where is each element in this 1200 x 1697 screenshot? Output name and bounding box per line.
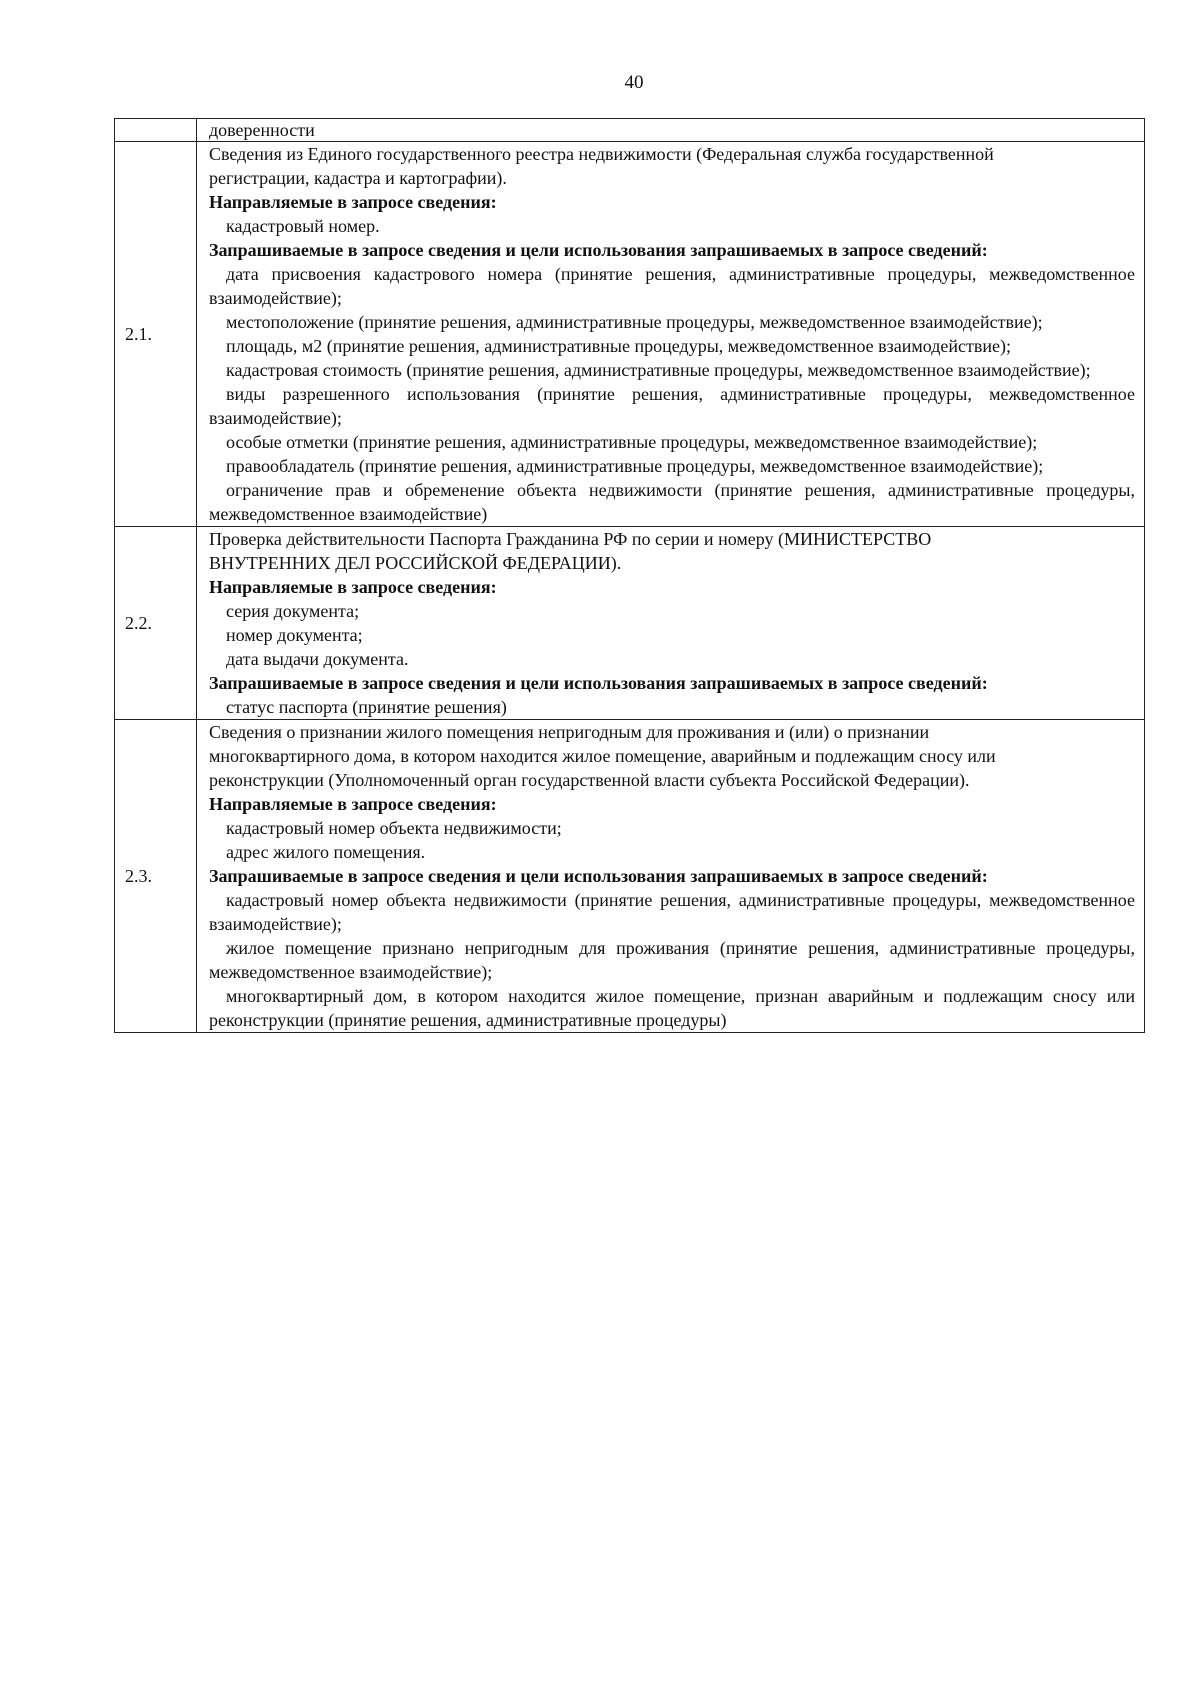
- service-intro-line: регистрации, кадастра и картографии).: [209, 168, 507, 188]
- sent-data-item: дата выдачи документа.: [226, 649, 409, 669]
- requested-data-item: жилое помещение признано непригодным для проживания (принятие решения, административные процедуры, межведомственное взаимодействие);: [209, 938, 1135, 982]
- row-number-cell: 2.1.: [115, 142, 197, 527]
- requested-data-item: виды разрешенного использования (принятие решения, административные процедуры, межведомственное взаимодействие);: [209, 384, 1135, 428]
- service-intro-line: Сведения о признании жилого помещения непригодным для проживания и (или) о признании: [209, 722, 930, 742]
- service-intro-line: реконструкции (Уполномоченный орган государственной власти субъекта Российской Федерации).: [209, 770, 970, 790]
- table-row: [115, 527, 1145, 720]
- requested-data-heading: Запрашиваемые в запросе сведения и цели использования запрашиваемых в запросе сведений:: [209, 240, 988, 260]
- requested-data-item: особые отметки (принятие решения, административные процедуры, межведомственное взаимодействие);: [226, 432, 1038, 452]
- requested-data-item: местоположение (принятие решения, административные процедуры, межведомственное взаимодействие);: [226, 312, 1043, 332]
- requested-data-item: кадастровый номер объекта недвижимости (принятие решения, административные процедуры, межведомственное взаимодействие);: [209, 890, 1135, 934]
- requested-data-item: правообладатель (принятие решения, административные процедуры, межведомственное взаимодействие);: [226, 456, 1044, 476]
- service-intro-line: многоквартирного дома, в котором находится жилое помещение, аварийным и подлежащим сносу или: [209, 746, 996, 766]
- sent-data-item: кадастровый номер объекта недвижимости;: [226, 818, 562, 838]
- continuation-text: доверенности: [209, 120, 315, 140]
- requested-data-item: площадь, м2 (принятие решения, административные процедуры, межведомственное взаимодействие);: [226, 336, 1012, 356]
- requested-data-item: многоквартирный дом, в котором находится жилое помещение, признан аварийным и подлежащим сносу или реконструкции (принятие решения, административные процедуры): [209, 986, 1135, 1030]
- requested-data-item: статус паспорта (принятие решения): [226, 697, 507, 717]
- sent-data-heading: Направляемые в запросе сведения:: [209, 192, 497, 212]
- service-intro-line: Сведения из Единого государственного реестра недвижимости (Федеральная служба государственной: [209, 144, 994, 164]
- service-intro-line: Проверка действительности Паспорта Гражданина РФ по серии и номеру (МИНИСТЕРСТВО: [209, 529, 932, 549]
- row-content-cell: [197, 720, 1145, 1033]
- sent-data-item: кадастровый номер.: [226, 216, 380, 236]
- requested-data-item: кадастровая стоимость (принятие решения, административные процедуры, межведомственное взаимодействие);: [226, 360, 1091, 380]
- row-content-cell: [197, 119, 1145, 142]
- row-number-cell: 2.3.: [115, 720, 197, 1033]
- table-row: [115, 119, 1145, 142]
- row-number-cell: [115, 119, 197, 142]
- requested-data-heading: Запрашиваемые в запросе сведения и цели использования запрашиваемых в запросе сведений:: [209, 866, 988, 886]
- service-intro-line: ВНУТРЕННИХ ДЕЛ РОССИЙСКОЙ ФЕДЕРАЦИИ).: [209, 553, 622, 573]
- requested-data-heading: Запрашиваемые в запросе сведения и цели использования запрашиваемых в запросе сведений:: [209, 673, 988, 693]
- requested-data-item: ограничение прав и обременение объекта недвижимости (принятие решения, административные процедуры, межведомственное взаимодействие): [209, 480, 1135, 524]
- sent-data-heading: Направляемые в запросе сведения:: [209, 577, 497, 597]
- row-number-cell: 2.2.: [115, 527, 197, 720]
- row-content-cell: [197, 142, 1145, 527]
- requested-data-item: дата присвоения кадастрового номера (принятие решения, административные процедуры, межведомственное взаимодействие);: [209, 264, 1135, 308]
- row-content-cell: [197, 527, 1145, 720]
- table-row: [115, 720, 1145, 1033]
- page-number: 40: [624, 72, 644, 93]
- table-row: [115, 142, 1145, 527]
- sent-data-item: адрес жилого помещения.: [226, 842, 426, 862]
- sent-data-item: серия документа;: [226, 601, 360, 621]
- services-table: [114, 118, 1145, 1033]
- sent-data-item: номер документа;: [226, 625, 363, 645]
- sent-data-heading: Направляемые в запросе сведения:: [209, 794, 497, 814]
